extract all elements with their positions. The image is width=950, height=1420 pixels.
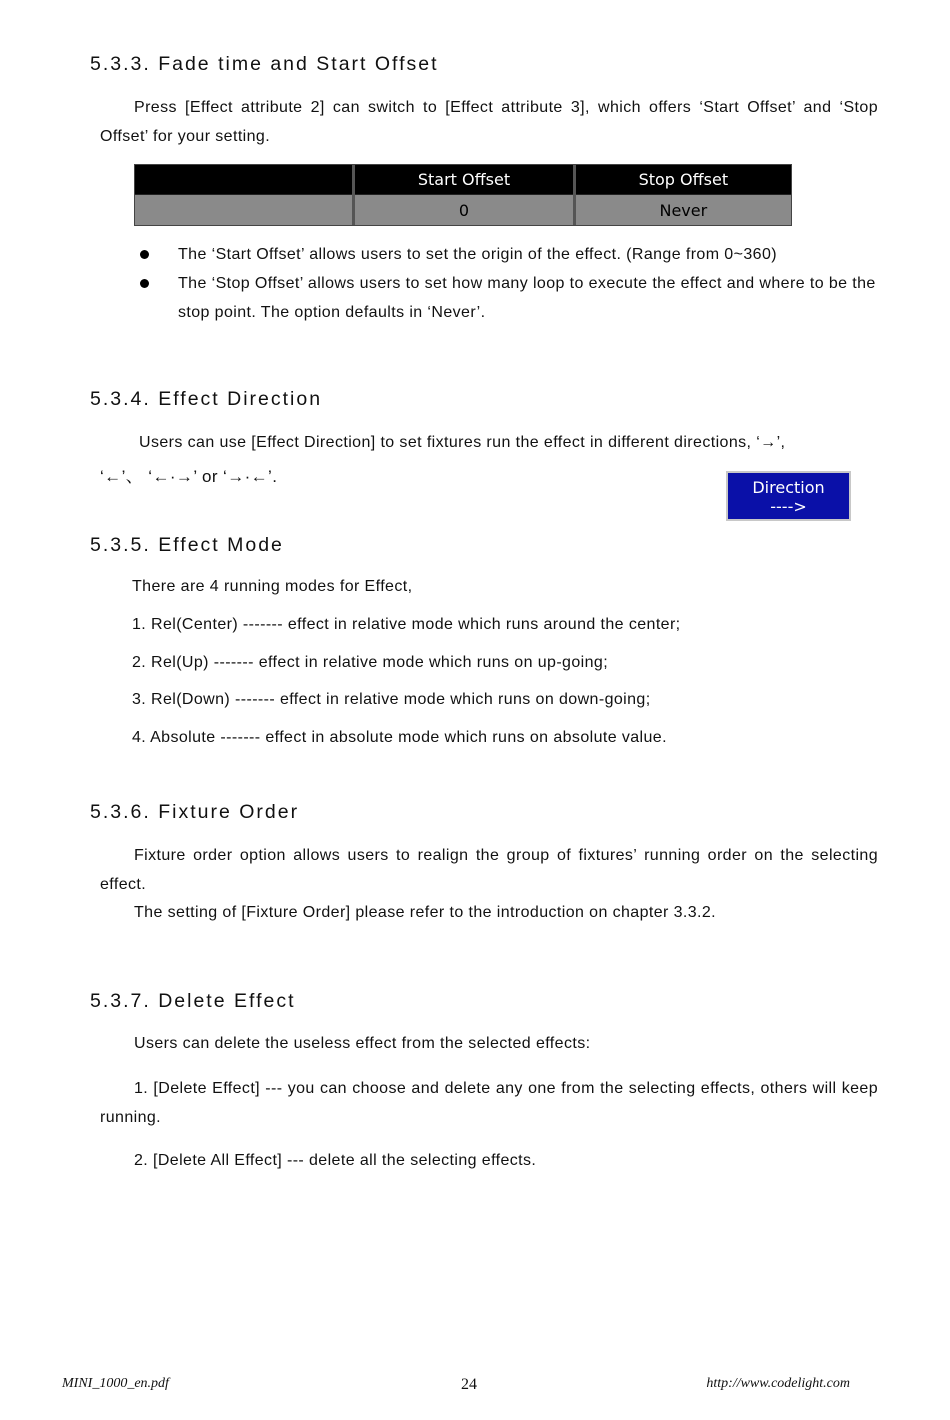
delete-effect-item-1: 1. [Delete Effect] --- you can choose and delete any one from the selecting effects, others will keep running. <box>100 1080 878 1126</box>
bullet-dot-icon <box>140 279 149 288</box>
fixture-order-reference: The setting of [Fixture Order] please refer to the introduction on chapter 3.3.2. <box>134 904 717 921</box>
section-heading-start-offset: 5.3.3. Fade time and Start Offset <box>90 53 439 75</box>
blank-column-header <box>135 165 352 194</box>
start-offset-intro: Press [Effect attribute 2] can switch to [Effect attribute 3], which offers ‘Start Offset’ and ‘Stop Offset’ for your setting. <box>100 99 878 145</box>
delete-effect-item-2: 2. [Delete All Effect] --- delete all the selecting effects. <box>134 1152 537 1169</box>
section-heading-effect-direction: 5.3.4. Effect Direction <box>90 388 323 410</box>
offset-bullet-list <box>138 240 883 327</box>
effect-mode-item: 3. Rel(Down) ------- effect in relative mode which runs on down-going; <box>132 691 651 708</box>
bullet-dot-icon <box>140 250 149 259</box>
section-heading-fixture-order: 5.3.6. Fixture Order <box>90 801 300 823</box>
start-offset-value[interactable]: 0 <box>355 194 572 225</box>
stop-offset-value[interactable]: Never <box>576 194 791 225</box>
bullet-text: The ‘Stop Offset’ allows users to set how many loop to execute the effect and where to be the stop point. The option defaults in ‘Never’. <box>178 275 876 321</box>
section-heading-effect-mode: 5.3.5. Effect Mode <box>90 534 284 556</box>
stop-offset-column <box>576 165 791 225</box>
page-number: 24 <box>461 1376 477 1393</box>
direction-text-line-1: Users can use [Effect Direction] to set fixtures run the effect in different directions, ‘→’, <box>139 434 786 451</box>
effect-attribute-3-panel <box>134 164 792 226</box>
effect-mode-item: 1. Rel(Center) ------- effect in relative mode which runs around the center; <box>132 616 681 633</box>
blank-column-value[interactable] <box>135 194 352 225</box>
list-item <box>138 269 883 327</box>
start-offset-label: Start Offset <box>355 165 572 194</box>
direction-button-value: ----> <box>770 497 807 516</box>
effect-mode-intro: There are 4 running modes for Effect, <box>132 578 413 595</box>
blank-column <box>135 165 355 225</box>
start-offset-column <box>355 165 575 225</box>
direction-button[interactable] <box>726 471 851 521</box>
effect-mode-item: 4. Absolute ------- effect in absolute mode which runs on absolute value. <box>132 729 667 746</box>
fixture-order-para: Fixture order option allows users to realign the group of fixtures’ running order on the selecting effect. <box>100 847 878 893</box>
stop-offset-label: Stop Offset <box>576 165 791 194</box>
list-item <box>138 240 883 269</box>
footer-filename: MINI_1000_en.pdf <box>62 1376 169 1391</box>
effect-mode-item: 2. Rel(Up) ------- effect in relative mode which runs on up-going; <box>132 654 609 671</box>
delete-effect-intro: Users can delete the useless effect from the selected effects: <box>134 1035 591 1052</box>
direction-button-label: Direction <box>752 478 825 497</box>
direction-text-line-2: ‘←’、 ‘←·→’ or ‘→·←’. <box>100 467 278 486</box>
bullet-text: The ‘Start Offset’ allows users to set the origin of the effect. (Range from 0~360) <box>178 246 777 263</box>
section-heading-delete-effect: 5.3.7. Delete Effect <box>90 990 296 1012</box>
footer-url: http://www.codelight.com <box>706 1376 850 1391</box>
